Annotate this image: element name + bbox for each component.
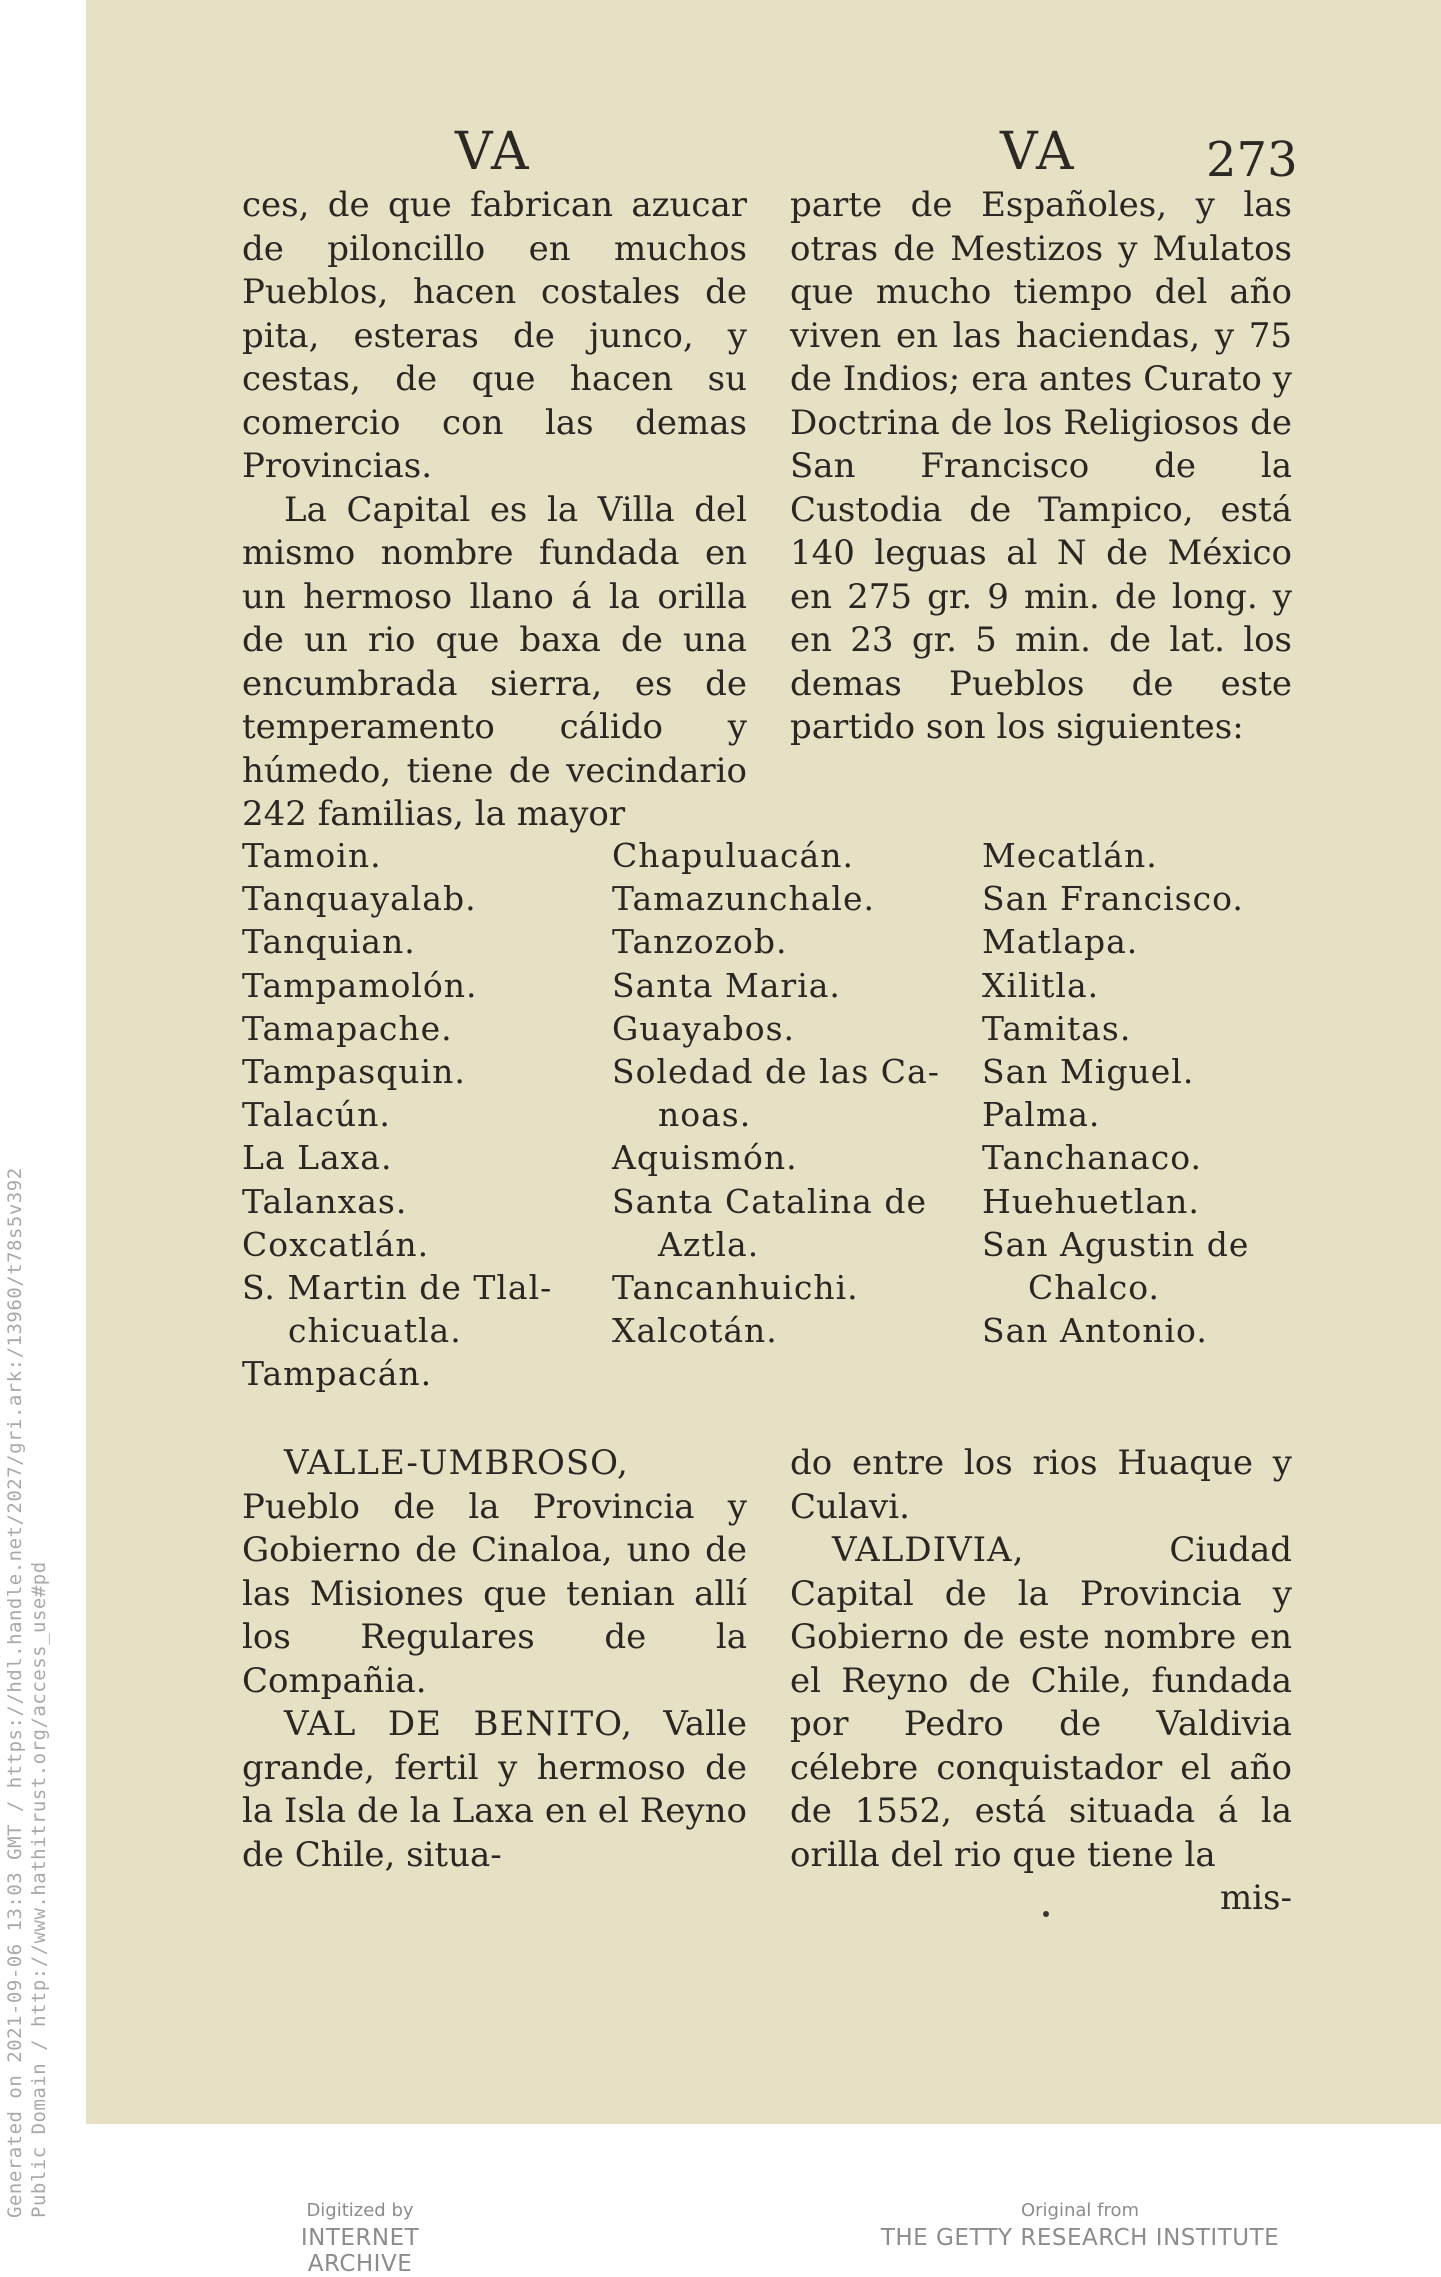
list-item: Tamitas. bbox=[982, 1008, 1132, 1048]
paragraph: La Capital es la Villa del mismo nombre fundada en un hermoso llano á la orilla de un rio que baxa de una encumbrada sierra, es de temperamento cálido y húmedo, tiene de vecindario 242 familias, la mayor bbox=[242, 489, 747, 834]
getty-research-institute-link[interactable]: THE GETTY RESEARCH INSTITUTE bbox=[880, 2225, 1280, 2251]
printer-mark bbox=[1043, 1911, 1049, 1917]
list-item: Tampacán. bbox=[242, 1354, 433, 1394]
list-item: Tamoin. bbox=[242, 836, 382, 875]
entry-text: Ciudad Capital de la Provincia y Gobierno de este nombre en el Reyno de Chile, fundada por Pedro de Valdivia célebre conquistador el año de 1552, está situada á la orilla del rio que tiene la bbox=[790, 1530, 1292, 1875]
list-item: Palma. bbox=[982, 1095, 1101, 1135]
list-item: S. Martin de Tlal- bbox=[242, 1268, 553, 1308]
upper-left-text-column bbox=[242, 184, 747, 837]
margin-access-stamp bbox=[0, 1080, 60, 2220]
list-item: San Antonio. bbox=[982, 1311, 1208, 1351]
list-item: Tampamolón. bbox=[242, 965, 478, 1005]
lower-right-text-column bbox=[790, 1442, 1292, 1921]
list-item: Tamapache. bbox=[242, 1008, 453, 1048]
entry-headword: VALLE-UMBROSO, bbox=[284, 1443, 629, 1483]
list-item: Chapuluacán. bbox=[612, 836, 854, 875]
upper-right-text-column bbox=[790, 184, 1292, 750]
list-item: Talacún. bbox=[242, 1095, 391, 1135]
page-number: 273 bbox=[1206, 132, 1298, 188]
list-item: Coxcatlán. bbox=[242, 1224, 430, 1264]
list-item: Tamazunchale. bbox=[612, 879, 875, 919]
public-domain-stamp-line: Public Domain / http://www.hathitrust.org/access_use#pd bbox=[28, 1561, 50, 2218]
original-label: Original from bbox=[1020, 2200, 1140, 2221]
catchword: mis- bbox=[1219, 1878, 1292, 1918]
list-item: Santa Catalina de bbox=[612, 1181, 927, 1221]
list-item: Tampasquin. bbox=[242, 1052, 466, 1092]
list-item: Xalcotán. bbox=[612, 1311, 778, 1351]
generated-stamp-line: Generated on 2021-09-06 13:03 GMT / https://hdl.handle.net/2027/gri.ark:/13960/t78s5v392 bbox=[4, 1167, 26, 2218]
town-list-column-2 bbox=[612, 834, 940, 1352]
list-item: Guayabos. bbox=[612, 1008, 796, 1048]
list-item-continuation: noas. bbox=[658, 1095, 752, 1135]
digitized-by-credit bbox=[250, 2200, 470, 2277]
list-item: Tancanhuichi. bbox=[612, 1268, 859, 1308]
list-item: Tanquayalab. bbox=[242, 879, 477, 919]
list-item: Tanchanaco. bbox=[982, 1138, 1202, 1178]
entry-text: Pueblo de la Provincia y Gobierno de Cinaloa, uno de las Misiones que tenian allí los Regulares de la Compañia. bbox=[242, 1486, 747, 1701]
town-list-column-1 bbox=[242, 834, 552, 1396]
list-item: Santa Maria. bbox=[612, 965, 841, 1005]
list-item: Mecatlán. bbox=[982, 836, 1158, 875]
list-item: La Laxa. bbox=[242, 1138, 393, 1178]
list-item: San Miguel. bbox=[982, 1052, 1195, 1092]
internet-archive-link[interactable]: INTERNET ARCHIVE bbox=[300, 2225, 420, 2277]
dictionary-entry bbox=[242, 1703, 747, 1877]
list-item: Tanquian. bbox=[242, 922, 416, 962]
paragraph: parte de Españoles, y las otras de Mestizos y Mulatos que mucho tiempo del año viven en las haciendas, y 75 de Indios; era antes Curato y Doctrina de los Religiosos de San Francisco de la Custodia de Tampico, está 140 leguas al N de México en 275 gr. 9 min. de long. y en 23 gr. 5 min. de lat. los demas Pueblos de este partido son los siguientes: bbox=[790, 185, 1292, 747]
digitized-label: Digitized by bbox=[306, 2200, 414, 2221]
list-item: Talanxas. bbox=[242, 1181, 408, 1221]
list-item: Tanzozob. bbox=[612, 922, 788, 962]
lower-left-text-column bbox=[242, 1442, 747, 1877]
entry-continuation: do entre los rios Huaque y Culavi. bbox=[790, 1443, 1292, 1527]
dictionary-entry bbox=[242, 1442, 747, 1703]
list-item-continuation: chicuatla. bbox=[288, 1311, 462, 1351]
list-item: San Francisco. bbox=[982, 879, 1244, 919]
entry-headword: VAL DE BENITO, bbox=[284, 1704, 633, 1744]
original-from-credit bbox=[880, 2200, 1280, 2251]
list-item: Xilitla. bbox=[982, 965, 1100, 1005]
right-running-head: VA bbox=[1000, 122, 1076, 182]
list-item: Matlapa. bbox=[982, 922, 1139, 962]
entry-text: Valle grande, fertil y hermoso de la Isla de la Laxa en el Reyno de Chile, situa- bbox=[242, 1704, 747, 1875]
dictionary-entry bbox=[790, 1529, 1292, 1877]
list-item: Huehuetlan. bbox=[982, 1181, 1200, 1221]
list-item: Aquismón. bbox=[612, 1138, 798, 1178]
list-item-continuation: Chalco. bbox=[1028, 1268, 1160, 1308]
list-item: San Agustin de bbox=[982, 1224, 1250, 1264]
list-item-continuation: Aztla. bbox=[658, 1224, 760, 1264]
entry-headword: VALDIVIA, bbox=[832, 1530, 1025, 1570]
town-list-column-3 bbox=[982, 834, 1249, 1352]
paragraph: ces, de que fabrican azucar de piloncillo en muchos Pueblos, hacen costales de pita, esteras de junco, y cestas, de que hacen su comercio con las demas Provincias. bbox=[242, 185, 747, 486]
left-running-head: VA bbox=[455, 122, 531, 182]
list-item: Soledad de las Ca- bbox=[612, 1052, 940, 1092]
